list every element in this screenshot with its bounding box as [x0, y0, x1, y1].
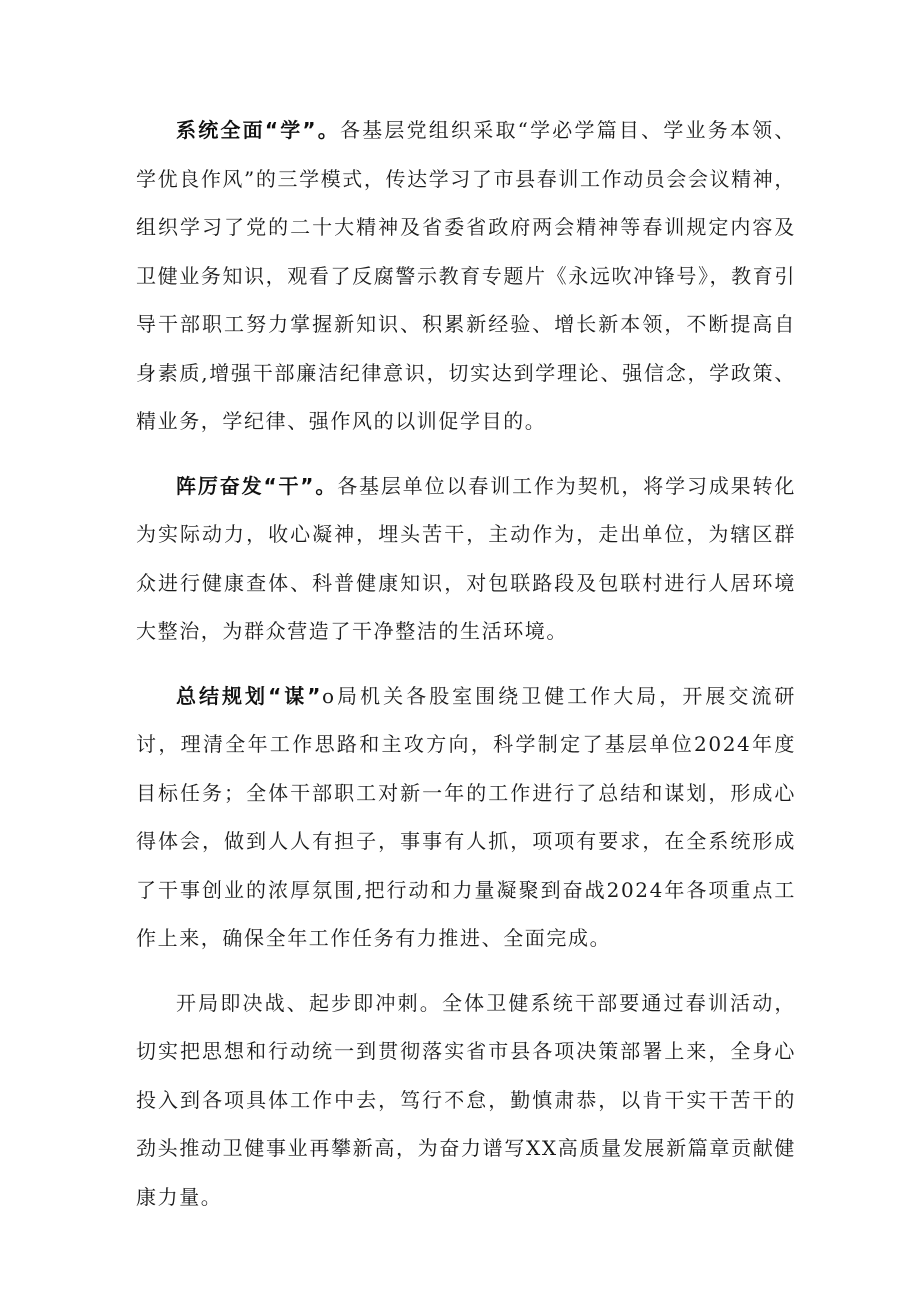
paragraph-conclusion	[136, 979, 796, 1222]
paragraph-text: 开局即决战、起步即冲刺。全体卫健系统干部要通过春训活动，切实把思想和行动统一到贯彻落实省市县各项决策部署上来，全身心投入到各项具体工作中去，笃行不怠，勤慎肃恭，以肯干实干苦干的劲头推动卫健事业再攀新高，为奋力谱写XX高质量发展新篇章贡献健康力量。	[136, 990, 796, 1209]
paragraph-heading: 总结规划“谋”	[176, 683, 322, 708]
paragraph-study	[136, 106, 796, 446]
paragraph-heading: 阵厉奋发“干”。	[176, 473, 338, 498]
paragraph-text: 各基层党组织采取“学必学篇目、学业务本领、学优良作风”的三学模式，传达学习了市县春训工作动员会会议精神，组织学习了党的二十大精神及省委省政府两会精神等春训规定内容及卫健业务知识，观看了反腐警示教育专题片《永远吹冲锋号》，教育引导干部职工努力掌握新知识、积累新经验、增长新本领，不断提高自身素质,增强干部廉洁纪律意识，切实达到学理论、强信念，学政策、精业务，学纪律、强作风的以训促学目的。	[136, 118, 796, 433]
paragraph-text: o局机关各股室围绕卫健工作大局，开展交流研讨，理清全年工作思路和主攻方向，科学制定了基层单位2024年度目标任务；全体干部职工对新一年的工作进行了总结和谋划，形成心得体会，做到人人有担子，事事有人抓，项项有要求，在全系统形成了干事创业的浓厚氛围,把行动和力量凝聚到奋战2024年各项重点工作上来，确保全年工作任务有力推进、全面完成。	[136, 683, 796, 950]
paragraph-action	[136, 462, 796, 656]
paragraph-heading: 系统全面“学”。	[176, 118, 340, 142]
paragraph-text: 各基层单位以春训工作为契机，将学习成果转化为实际动力，收心凝神，埋头苦干，主动作为，走出单位，为辖区群众进行健康查体、科普健康知识，对包联路段及包联村进行人居环境大整治，为群众营造了干净整洁的生活环境。	[136, 473, 796, 643]
paragraph-plan	[136, 672, 796, 963]
document-body	[136, 106, 796, 1237]
